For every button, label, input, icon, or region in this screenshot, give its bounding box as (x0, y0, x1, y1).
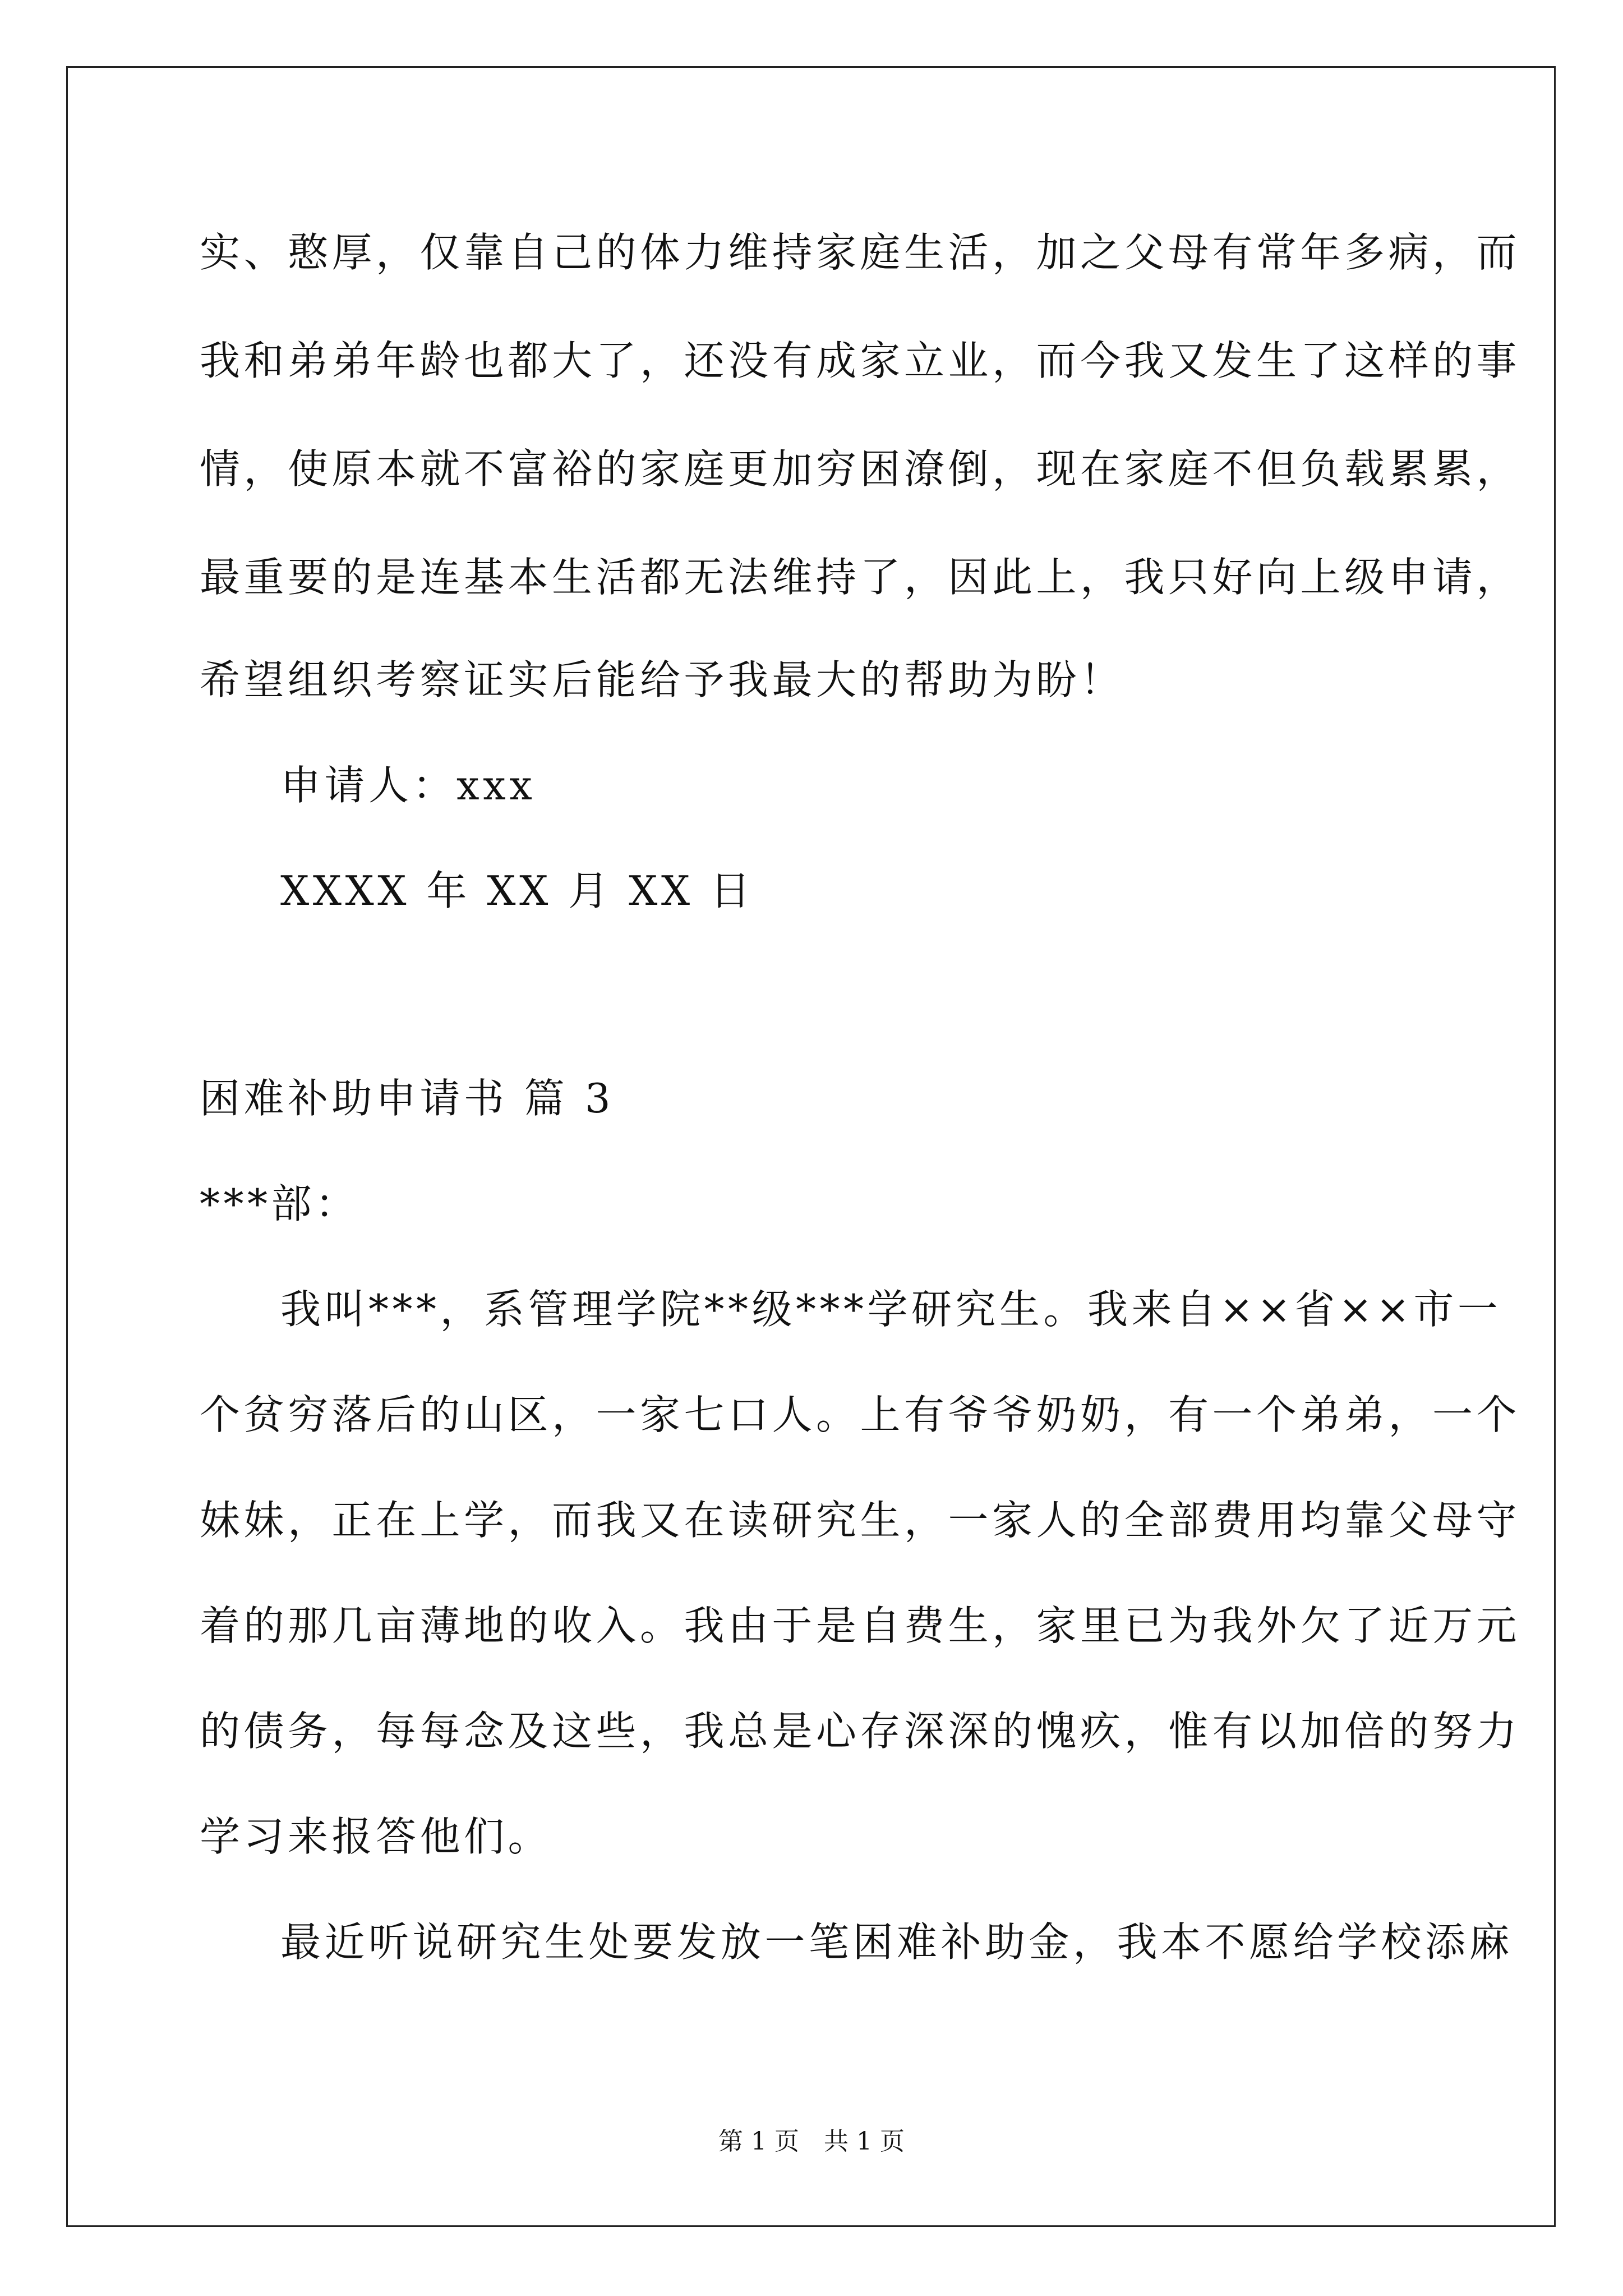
applicant-line: 申请人：xxx (280, 762, 536, 809)
date-line: XXXX 年 XX 月 XX 日 (280, 867, 754, 914)
body-line: 我和弟弟年龄也都大了，还没有成家立业，而今我又发生了这样的事 (200, 337, 1521, 384)
body-line: 我叫***，系管理学院**级***学研究生。我来自××省××市一 (280, 1286, 1502, 1333)
body-line: 妹妹，正在上学，而我又在读研究生，一家人的全部费用均靠父母守 (200, 1497, 1521, 1544)
body-line: 情，使原本就不富裕的家庭更加穷困潦倒，现在家庭不但负载累累， (200, 445, 1521, 493)
body-line: 最近听说研究生处要发放一笔困难补助金，我本不愿给学校添麻 (280, 1918, 1514, 1966)
body-line: 着的那几亩薄地的收入。我由于是自费生，家里已为我外欠了近万元 (200, 1602, 1521, 1649)
salutation: ***部： (200, 1180, 359, 1227)
page-total: 共 1 页 (824, 2127, 905, 2156)
body-line: 希望组织考察证实后能给予我最大的帮助为盼！ (200, 656, 1124, 703)
page-border (66, 66, 1556, 2227)
page-number: 第 1 页 (718, 2127, 799, 2156)
body-line: 的债务，每每念及这些，我总是心存深深的愧疚，惟有以加倍的努力 (200, 1708, 1521, 1755)
page-footer (0, 2125, 1623, 2159)
body-line: 实、憨厚，仅靠自己的体力维持家庭生活，加之父母有常年多病，而 (200, 229, 1521, 276)
section-title: 困难补助申请书 篇 3 (200, 1075, 615, 1122)
body-line: 学习来报答他们。 (200, 1813, 552, 1860)
body-line: 最重要的是连基本生活都无法维持了，因此上，我只好向上级申请， (200, 554, 1521, 601)
body-line: 个贫穷落后的山区，一家七口人。上有爷爷奶奶，有一个弟弟，一个 (200, 1391, 1521, 1438)
